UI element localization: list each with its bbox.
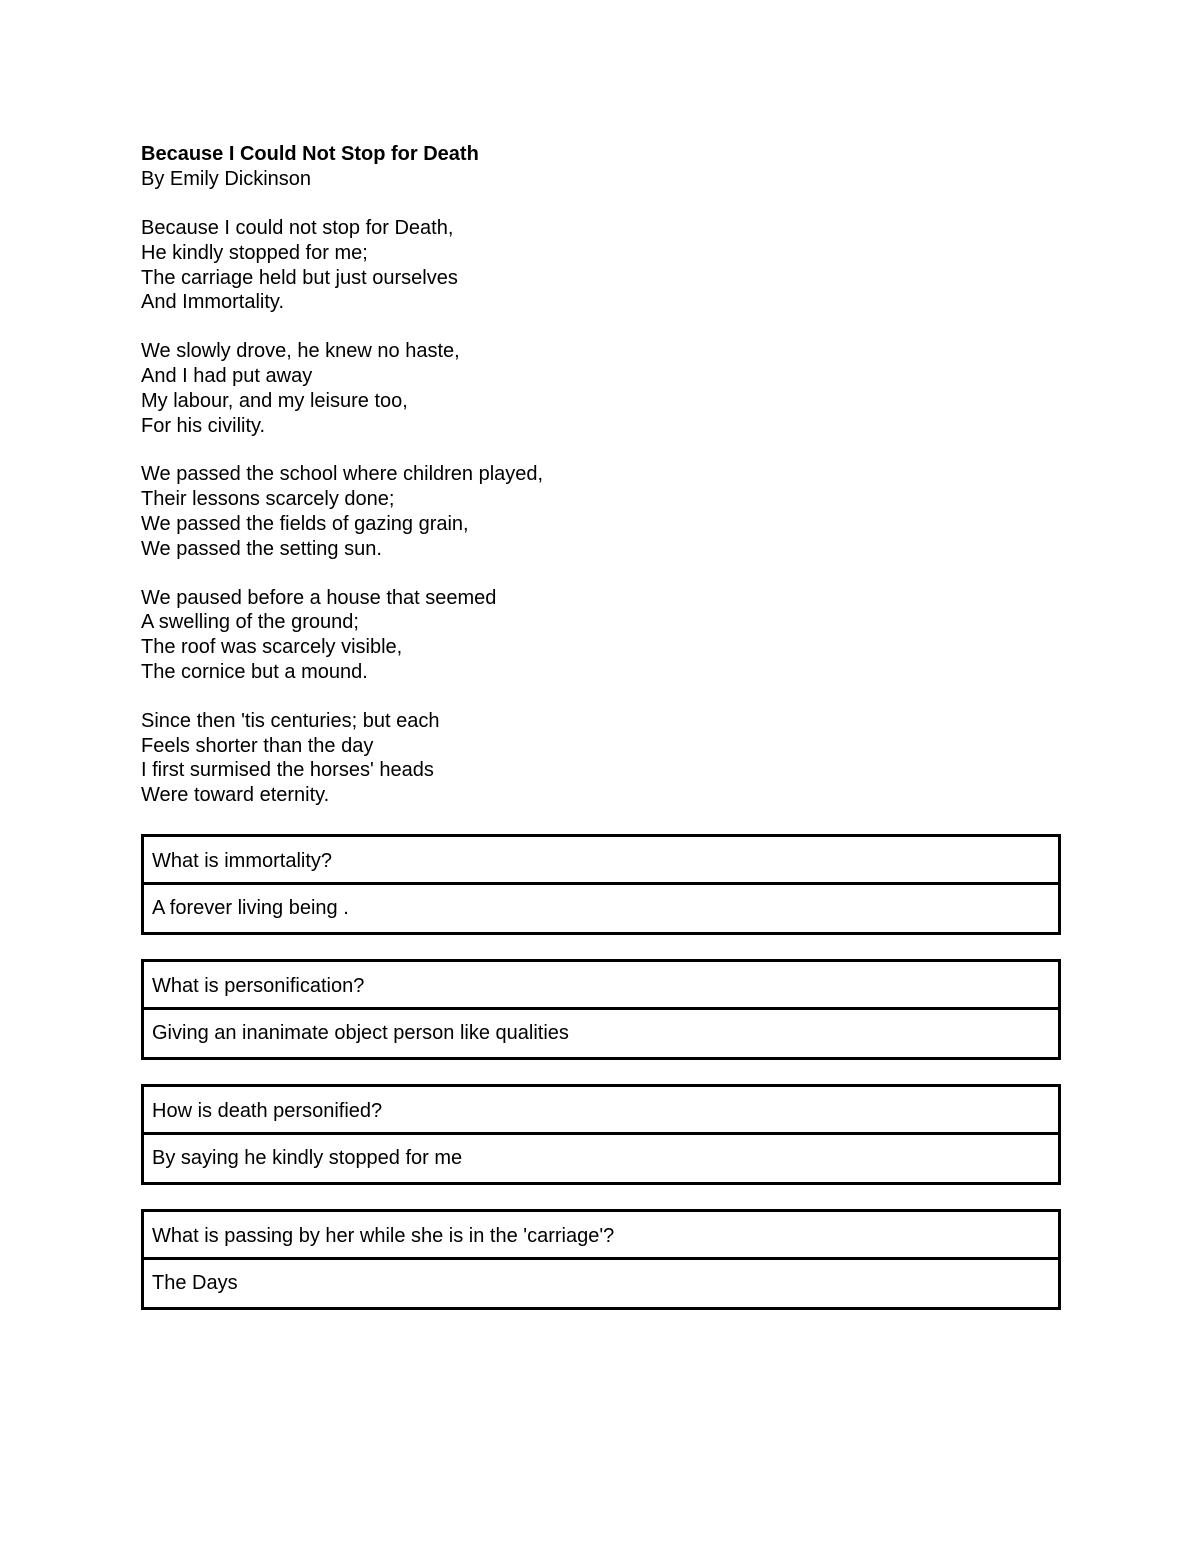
poem-author: By Emily Dickinson [141, 168, 312, 190]
answer-cell: The Days [152, 1272, 238, 1294]
poem-line: Were toward eternity. [141, 784, 330, 807]
question-cell: How is death personified? [144, 1087, 1058, 1135]
qa-table-2 [141, 959, 1061, 1060]
answer-cell: A forever living being . [152, 897, 349, 919]
poem-line: A swelling of the ground; [141, 611, 359, 634]
poem-line: And I had put away [141, 364, 313, 387]
poem-line: We slowly drove, he knew no haste, [141, 340, 460, 363]
poem-line: I first surmised the horses' heads [141, 759, 434, 782]
poem-line: And Immortality. [141, 291, 284, 314]
stanza-3 [141, 462, 1061, 561]
poem-line: We passed the setting sun. [141, 537, 382, 560]
stanza-2 [141, 339, 1061, 438]
qa-table-1 [141, 834, 1061, 935]
question-cell: What is passing by her while she is in the 'carriage'? [144, 1212, 1058, 1260]
poem-line: Because I could not stop for Death, [141, 217, 454, 239]
poem-title: Because I Could Not Stop for Death [141, 143, 479, 165]
answer-cell: By saying he kindly stopped for me [152, 1147, 463, 1169]
poem-line: We passed the fields of gazing grain, [141, 512, 469, 535]
poem-line: Feels shorter than the day [141, 734, 374, 757]
question-cell: What is personification? [144, 962, 1058, 1010]
poem-line: Since then 'tis centuries; but each [141, 709, 440, 732]
question-cell: What is immortality? [144, 837, 1058, 885]
answer-cell: Giving an inanimate object person like qualities [152, 1022, 569, 1044]
stanza-4 [141, 586, 1061, 685]
poem-line: The roof was scarcely visible, [141, 636, 403, 659]
poem-line: My labour, and my leisure too, [141, 389, 408, 412]
qa-table-3 [141, 1084, 1061, 1185]
poem-line: The carriage held but just ourselves [141, 266, 458, 289]
poem-line: For his civility. [141, 414, 266, 437]
stanza-5 [141, 709, 1061, 808]
poem-line: The cornice but a mound. [141, 660, 368, 683]
qa-table-list [141, 834, 1061, 1334]
qa-table-4 [141, 1209, 1061, 1310]
poem-line: Their lessons scarcely done; [141, 488, 395, 511]
poem-line: He kindly stopped for me; [141, 241, 368, 264]
poem-line: We passed the school where children played, [141, 463, 544, 486]
stanza-1 [141, 216, 1061, 315]
poem-line: We paused before a house that seemed [141, 586, 497, 609]
poem-section [141, 141, 1061, 808]
